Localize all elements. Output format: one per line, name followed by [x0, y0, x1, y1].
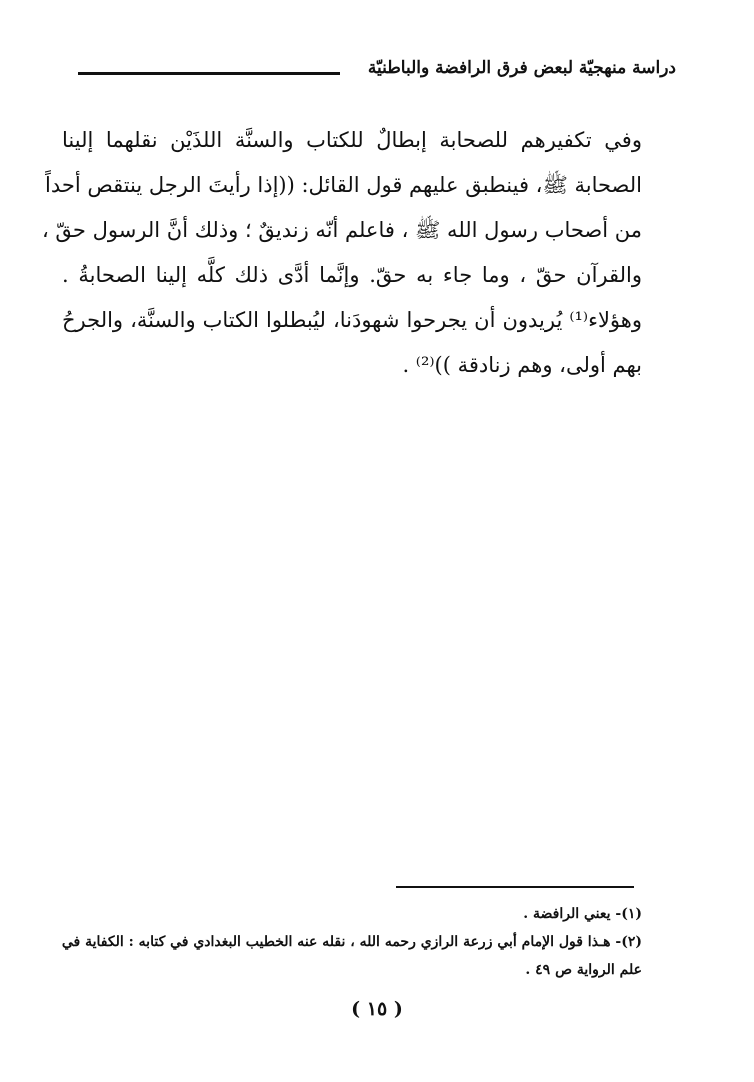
header-divider: [78, 72, 340, 75]
body-line: الصحابة ﷺ، فينطبق عليهم قول القائل: ((إذا رأيتَ الرجل ينتقص أحداً: [45, 173, 642, 197]
footnote-divider: [396, 886, 634, 888]
footnote-line: علم الرواية ص ٤٩ .: [525, 962, 642, 978]
main-paragraph: [41, 118, 642, 388]
body-line: والقرآن حقّ ، وما جاء به حقّ. وإنَّما أدَّى ذلك كلَّه إلينا الصحابةُ .: [62, 263, 642, 287]
body-line: من أصحاب رسول الله ﷺ ، فاعلم أنّه زنديقٌ ؛ وذلك أنَّ الرسول حقّ ،: [41, 218, 642, 242]
running-header-title: دراسة منهجيّة لبعض فرق الرافضة والباطنيّة: [367, 58, 676, 78]
body-line: وهؤلاء⁽¹⁾ يُريدون أن يجرحوا شهودَنا، ليُبطلوا الكتاب والسنَّة، والجرحُ: [62, 308, 642, 332]
footnote-line: (١)- يعني الرافضة .: [523, 906, 642, 922]
footnotes: [62, 900, 642, 984]
body-line: وفي تكفيرهم للصحابة إبطالٌ للكتاب والسنَّة اللذَيْن نقلهما إلينا: [62, 128, 642, 152]
footnote-line: (٢)- هـذا قول الإمام أبي زرعة الرازي رحمه الله ، نقله عنه الخطيب البغدادي في كتابه : الكفاية في: [61, 934, 642, 950]
page-number: ( ١٥ ): [351, 998, 403, 1020]
body-line: بهم أولى، وهم زنادقة ))⁽²⁾ .: [402, 353, 642, 377]
